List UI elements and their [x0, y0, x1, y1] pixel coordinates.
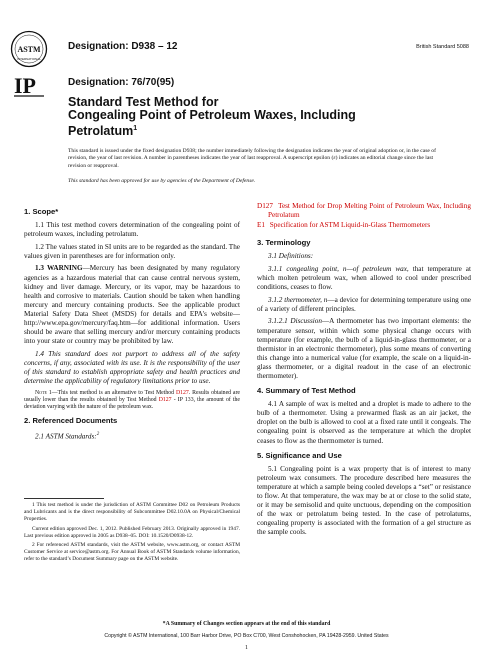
para-1-2: 1.2 The values stated in SI units are to be regarded as the standard. The values given in parentheses are for information only.: [24, 242, 240, 260]
warning-text: —Mercury has been designated by many regulatory agencies as a hazardous material that can cause central nervous system, kidney and liver damage. Mercury, or its vapor, may be hazardous to health and corrosive to materials. Caution should be taken when handling mercury and mercury containing products. See the applicable product Material Safety Data Sheet (MSDS) for details and EPA's website—http://www.epa.gov/mercury/faq.htm—for additional information. Users should be aware that selling mercury and/or mercury containing products into your state or country may be prohibited by law.: [24, 264, 240, 346]
ip-logo-text: IP: [14, 73, 36, 98]
referenced-documents-heading: 2. Referenced Documents: [24, 416, 118, 426]
summary-of-changes-note: *A Summary of Changes section appears at the end of this standard: [162, 621, 331, 627]
title-line-2-text: Congealing Point of Petroleum Waxes, Including Petrolatum: [68, 108, 356, 139]
scope-heading: 1. Scope*: [24, 207, 59, 216]
title-line-2: [68, 109, 398, 138]
dod-approval: This standard has been approved for use by agencies of the Department of Defense.: [68, 178, 256, 184]
footnote-divider: [24, 498, 104, 499]
note-text-b: . Results obtained are usually lower than the results obtained by Test Method: [24, 389, 240, 403]
ref-item-d127: [257, 202, 471, 220]
astm-standards-label: 2.1 ASTM Standards:: [35, 432, 97, 441]
footnote-1: 1 This test method is under the jurisdiction of ASTM Committee D02 on Petroleum Products and Lubricants and is the direct responsibility of Subcommittee D02.10.0A on Physical/Chemical Properties.: [24, 502, 240, 522]
title-line-1: Standard Test Method for: [68, 95, 219, 109]
para-1-3: [24, 264, 240, 346]
ref-code-d127[interactable]: D127: [257, 202, 273, 210]
intro-paragraph: This standard is issued under the fixed designation D938; the number immediately following the designation indicates the year of original adoption or, in the case of revision, the year of last revision. A number in parentheses indicates the year of last reapproval. A superscript epsilon (ε) indicates an editorial change since the last revision or reapproval.: [68, 148, 436, 169]
footnote-2: 2 For referenced ASTM standards, visit the ASTM website, www.astm.org, or contact ASTM Customer Service at service@astm.org. For Annual Book of ASTM Standards volume information, refer to the standard’s Document Summary page on the ASTM website.: [24, 542, 240, 562]
ip-designation: Designation: 76/70(95): [68, 77, 175, 88]
right-column: [257, 202, 471, 541]
astm-logo-text: ASTM: [17, 45, 41, 54]
ip-logo: [12, 72, 46, 98]
footnotes: [24, 502, 240, 566]
ref-title-d127[interactable]: Test Method for Drop Melting Point of Petroleum Wax, Including Petrolatum: [268, 202, 471, 220]
para-3-1: 3.1 Definitions:: [268, 252, 314, 261]
astm-logo-subtext: INTERNATIONAL: [17, 57, 41, 61]
note-text-a: —This test method is an alternative to Test Method: [51, 389, 176, 396]
def-congealing-point: that temperature at which molten petroleum wax, when allowed to cool under prescribed conditions, ceases to flow.: [257, 264, 471, 292]
para-4-1: 4.1 A sample of wax is melted and a droplet is made to adhere to the bulb of a thermometer. Using a prewarmed flask as an air jacket, the droplet on the bulb is allowed to cool at a fixed rate until it congeals. The congealing point is observed as the temperature at which the droplet ceases to flow as the thermometer is turned.: [257, 400, 471, 445]
summary-heading: 4. Summary of Test Method: [257, 386, 356, 396]
para-1-1: 1.1 This test method covers determination of the congealing point of petroleum waxes, including petrolatum.: [24, 221, 240, 239]
discussion-label: 3.1.2.1 Discussion: [268, 317, 322, 326]
ref-title-e1[interactable]: Specification for ASTM Liquid-in-Glass Thermometers: [269, 221, 431, 230]
para-3-1-1: [257, 265, 471, 292]
terminology-heading: 3. Terminology: [257, 238, 311, 248]
term-thermometer: 3.1.2 thermometer, n: [268, 295, 328, 304]
ref-link-d127[interactable]: D127: [175, 389, 189, 396]
para-3-1-2: [257, 296, 471, 314]
footnote-ref-2: 2: [96, 432, 100, 438]
note-label: Note 1: [35, 389, 52, 396]
page-number: 1: [245, 645, 248, 651]
para-3-1-2-1: [257, 317, 471, 381]
ref-code-e1[interactable]: E1: [257, 221, 265, 230]
designation: Designation: D938 – 12: [68, 41, 178, 52]
ref-item-e1: [257, 221, 471, 230]
para-1-4: 1.4 This standard does not purport to address all of the safety concerns, if any, associated with its use. It is the responsibility of the user of this standard to establish appropriate safety and health practices and determine the applicability of regulatory limitations prior to use.: [24, 349, 240, 386]
significance-heading: 5. Significance and Use: [257, 450, 342, 460]
astm-logo: [10, 30, 48, 68]
para-2-1: [24, 430, 240, 441]
british-standard: British Standard 5088: [416, 44, 469, 50]
note-text-c: - IP 133, the amount of the deviation varying with the nature of the petroleum wax.: [24, 396, 240, 411]
title-footnote-ref: 1: [133, 125, 138, 132]
left-column: [24, 202, 240, 445]
copyright: Copyright © ASTM International, 100 Barr Harbor Drive, PO Box C700, West Conshohocken, PA 19428-2959. United States: [104, 633, 389, 639]
def-thermometer: —a device for determining temperature using one of a variety of different principles.: [257, 295, 471, 313]
footnote-1b: Current edition approved Dec. 1, 2012. Published February 2013. Originally approved in 1947. Last previous edition approved in 2005 as D938–05. DOI: 10.1520/D0938-12.: [24, 525, 240, 539]
note-1: [24, 390, 240, 412]
para-5-1: 5.1 Congealing point is a wax property that is of interest to many petroleum wax consumers. The procedure described here measures the temperature at which a sample being cooled develops a “set” or resistance to flow. At that temperature, the wax may be at or close to the solid state, or it may be semisolid and quite unctuous, depending on the composition of the wax or petrolatum being tested. In the case of petrolatums, congealing property is associated with the formation of a gel structure as the sample cools.: [257, 464, 471, 537]
discussion-text: —A thermometer has two important elements: the temperature sensor, within which some physical change occurs with temperature (for example, the bulb of a liquid-in-glass thermometer, or a thermistor in an electronic thermometer), plus some means of converting this change into a numerical value (for example, the scale on a liquid-in-glass thermometer, or a digital readout in the case of an electronic thermometer).: [257, 317, 471, 380]
term-congealing-point: 3.1.1 congealing point, n—of petroleum wax,: [268, 264, 409, 273]
warning-label: 1.3 WARNING: [35, 264, 83, 273]
ref-link-d127-2[interactable]: D127: [158, 396, 172, 403]
document-title: [68, 96, 398, 138]
